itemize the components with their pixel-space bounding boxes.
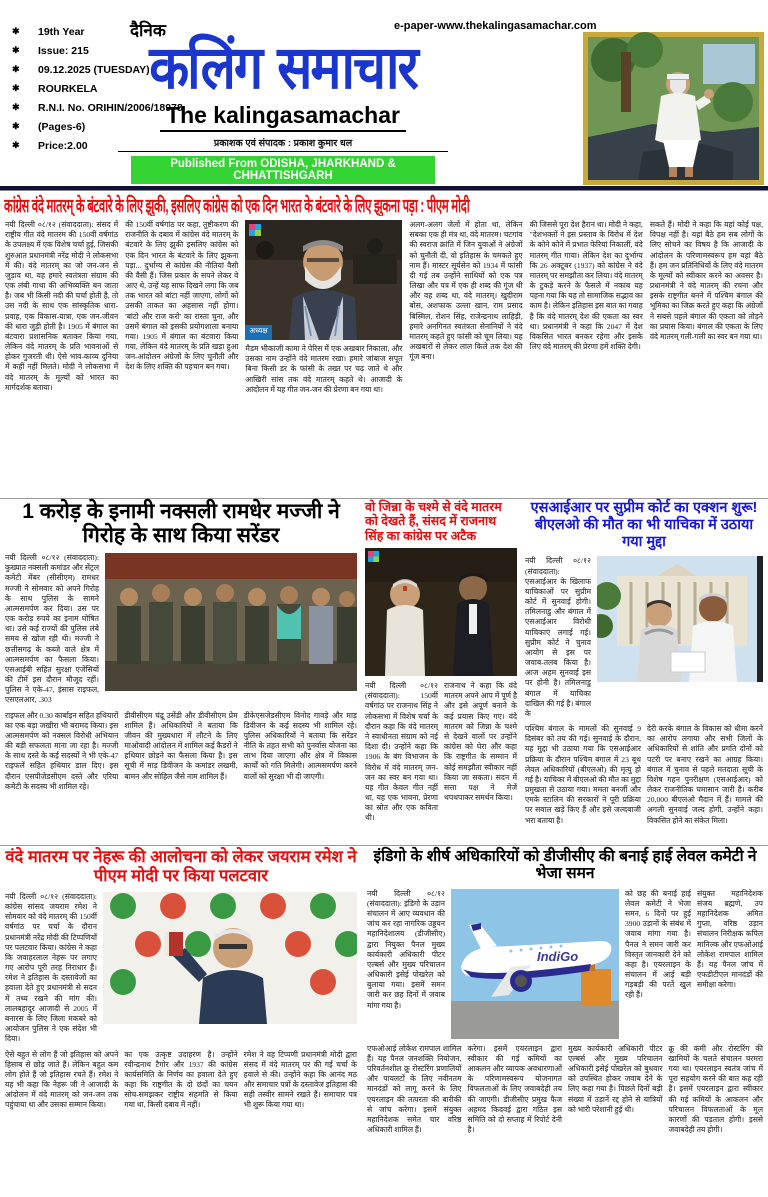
mamata-stalin-photo — [597, 556, 763, 682]
flower-bullet-icon: ✱ — [12, 64, 20, 74]
sir-col-2: पश्चिम बंगाल के मामलों की सुनवाई 9 दिसंबर को तय की गई। सुनवाई के दौरान, यह मुद्दा भी उठाया गया कि एसआईआर प्रक्रिया के दौरान पश्चिम बंगाल में 23 बूथ लेवल अधिकारियों (बीएलओ) की मृत्यु हो गई है। याचिका में बीएलओ की मौत का मुद्दा प्रमुखता से उठाया गया। ममता बनर्जी और एमके स्टालिन की सरकारों ने पूरी प्रक्रिया पर सवाल खड़े किए हैं और इसे जल्दबाजी भरा बताया है। — [525, 724, 641, 825]
rajnath-col-1: नयी दिल्ली ०८/१२ (संवाददाता): 150वीं वर्षगांठ पर राजनाथ सिंह ने लोकसभा में विशेष चर्चा के दौरान कहा कि वंदे मातरम् ने स्वाधीनता संग्राम को नई दिशा दी। उन्होंने कहा कि 1906 के बंग विभाजन के विरोध में वंदे मातरम् जन-जन का स्वर बन गया था। यह गीत केवल गीत नहीं था, यह एक भावना, प्रेरणा का स्रोत और एक कविता थी। — [365, 681, 438, 823]
jairam-article — [5, 848, 357, 1192]
paper-title-hindi: कलिंग समाचार — [149, 34, 417, 104]
sir-col-left: नयी दिल्ली ०८/१२ (संवाददाता): एसआईआर के खिलाफ याचिकाओं पर सुप्रीम कोर्ट में सुनवाई होगी। तमिलनाडु और बंगाल में एसआईआर विरोधी याचिकाएं लगाई गई। सुप्रीम कोर्ट ने चुनाव आयोग से इस पर जवाब-तलब किया है। आज अहम सुनवाई इस पर होनी है। तमिलनाडु बंगाल में याचिका दाखिल की गई है। बंगाल के — [525, 556, 591, 718]
price: Price:2.00 — [38, 140, 88, 152]
indigo-col-b2: करेगा। इसमें एयरलाइन द्वारा स्वीकार की गई कमियों का आकलन और व्यापक अवधारणाओं के परिणामस्वरूप योजनागत विफलताओं के लिए जवाबदेही तय की जाएगी। डीजीसीए प्रमुख फैज अहमद किदवई द्वारा गठित इस समिति को दो सप्ताह में रिपोर्ट देनी है। — [467, 1043, 562, 1135]
section-divider — [0, 845, 768, 846]
indigo-col-r1: को छह की बनाई हाई लेवल कमेटी ने भेजा समन, 6 दिनों पर हुई 3900 उड़ानों के संबंध में जवाब मांगा गया है। पैनल ने समन जारी कर विस्तृत जानकारी देने को कहा है। एयरलाइन के संचालन में आई बड़ी गड़बड़ी की परतें खुल रही हैं। — [625, 888, 691, 1000]
dainik-label: दैनिक — [130, 21, 166, 40]
flower-bullet-icon: ✱ — [12, 83, 20, 93]
issue-year: 19th Year — [38, 26, 85, 38]
modi-loksabha-illustration — [245, 220, 402, 340]
rni-number: R.N.I. No. ORIHIN/2006/18978 — [38, 102, 183, 114]
sai-baba-photo — [583, 32, 764, 185]
naxal-col-left: नयी दिल्ली ०८/१२ (संवाददाता): कुख्यात नक्सली कमांडर और सेंट्रल कमेटी मेंबर (सीसीएम) रामधर मज्जी ने सोमवार को अपने गिरोह के साथ पुलिस के सामने आत्मसमर्पण कर दिया। उस पर एक करोड़ रुपये का इनाम घोषित था। उसे कई राज्यों की पुलिस लंबे समय से खोज रही थी। मज्जी ने छत्तीसगढ़ के कब्जे वाले क्षेत्र में आत्मसमर्पण का फैसला किया। एसआईबी सहित सुरक्षा एजेंसियों की टीमें इस दौरान मौजूद रहीं। पुलिस ने एके-47, इंसास राइफल, एसएलआर, .303 — [5, 553, 99, 705]
indigo-logo-text: IndiGo — [537, 948, 579, 964]
masthead-divider — [0, 186, 768, 191]
indigo-col-r2: संयुक्त महानिदेशक संजय ब्रह्मणे, उप महानिदेशक अमित गुप्ता, वरिष्ठ उड़ान संचालन निरीक्षक कपिल मानिल्क और एफओआई लोकेश रामपाल शामिल हैं। यह पैनल जांच में एफडीटीएल मानदंडों की समीक्षा करेगा। — [697, 888, 763, 990]
lead-article — [5, 220, 763, 498]
issue-date: 09.12.2025 (TUESDAY) — [38, 64, 150, 76]
naxal-headline: 1 करोड़ के इनामी नक्सली रामधेर मज्जी ने गिरोह के साथ किया सरेंडर — [22, 500, 340, 547]
rajnath-headline: वो जिन्ना के चश्मे से वंदे मातरम को देखते हैं, संसद में राजनाथ सिंह का कांग्रेस पर अटैक — [365, 500, 502, 543]
flower-bullet-icon: ✱ — [12, 121, 20, 131]
issue-city: ROURKELA — [38, 83, 98, 95]
rajnath-parliament-illustration — [365, 548, 517, 676]
rajnath-col-2: राजनाथ ने कहा कि वंदे मातरम अपने आप में पूर्ण है और इसे अपूर्ण बनाने के कई प्रयास किए गए। वंदे मातरम को जिन्ना के चश्मे से देखने वालों पर उन्होंने कांग्रेस को घेरा और कहा कि राष्ट्रगीत के सम्मान में कोई समझौता स्वीकार नहीं किया जा सकता। सदन में सत्ता पक्ष ने मेजें थपथपाकर समर्थन किया। — [444, 681, 517, 803]
jairam-col-left: नयी दिल्ली ०८/१२ (संवाददाता): कांग्रेस सांसद जयराम रमेश ने सोमवार को वंदे मातरम् की 150वीं वर्षगांठ पर चर्चा के दौरान प्रधानमंत्री नरेंद्र मोदी की टिप्पणियों पर पलटवार किया। कांग्रेस ने कहा कि जवाहरलाल नेहरू पर लगाए गए आरोप पूरी तरह निराधार हैं। रमेश ने इतिहास के दस्तावेजों का हवाला देते हुए प्रधानमंत्री से सदन में तथ्य रखने की मांग की। लालबहादुर आजादी से 2005 में बनारस के लिए जिला मकबरे को आयोजन पुलिस ने एक संदेश भी दिया। — [5, 891, 97, 1044]
indigo-col-b4: क्रू की कमी और रोस्टरिंग की खामियों के चलते संचालन चरमरा गया था। एयरलाइन स्वतंत्र जांच में पूरा सहयोग करने की बात कह रही है। इसमें एयरलाइन द्वारा स्वीकार की गई कमियों के आकलन और परिचालन विफलताओं के मूल कारणों की पड़ताल होगी। इससे जवाबदेही तय होगी। — [668, 1043, 763, 1135]
lead-col-1: नयी दिल्ली ०८/१२ (संवाददाता): संसद में राष्ट्रीय गीत वंदे मातरम की 150वीं वर्षगांठ के उपलक्ष्य में एक विशेष चर्चा हुई, जिसकी शुरुआत प्रधानमंत्री नरेंद्र मोदी ने लोकसभा में की। वंदे मातरम् का जो जन-जन से जुड़ाव था, यह हमारे स्वतंत्रता संग्राम की एक लंबी गाथा की अभिव्यक्ति बन जाता है। जब भी किसी नदी की चर्चा होती है, तो उस नदी के साथ एक सांस्कृतिक धारा-प्रवाह, एक विकास-यात्रा, एक जन-जीवन की धारा जुड़ी होती है। 1905 में बंगाल का बंटवारा प्रशासनिक बताकर किया गया, लेकिन वंदे मातरम् के प्रति भावनाओं से होकर गुजरती थी। ऐसे भाव-काव्य दुनिया में कहीं नहीं मिलते। मोदी ने लोकसभा में वंदे मातरम् के मूल्यों को भारत का मार्गदर्शक बताया। — [5, 220, 119, 392]
flower-bullet-icon: ✱ — [12, 26, 20, 36]
middle-band — [5, 500, 763, 842]
naxal-col-2: राइफल और 0.30 कार्बाइन सहित हथियारों का एक बड़ा जखीरा भी बरामद किया। इस आत्मसमर्पण को नक्सल विरोधी अभियान की बड़ी सफलता माना जा रहा है। मज्जी के साथ दस्ते के कई सदस्यों ने भी एके-47 राइफलें सहित हथियार डाल दिए। इस दौरान एसपीजेडसीएम दस्ते और एरिया कमेटी के सदस्य भी शामिल रहे। — [5, 710, 119, 791]
lead-col-2: की 150वीं वर्षगांठ पर कहा, तुष्टीकरण की राजनीति के दबाव में कांग्रेस वंदे मातरम् के बंटवारे के लिए झुकी इसलिए कांग्रेस को एक दिन भारत के बंटवारे के लिए झुकना पड़ा... दुर्भाग्य से कांग्रेस की नीतियां वैसी की वैसी हैं। जिस प्रकार के सपने लेकर वे आए थे, उन्हें यह साफ दिखने लगा कि जब तक भारत को बांटा नहीं जाएगा, लोगों को उसकी ताकत का अहसास नहीं होगा। 'बांटो और राज करो' का रास्ता चुना, और उसमें बंगाल को इसकी प्रयोगशाला बनाया गया। 1905 में बंगाल का बंटवारा किया गया, लेकिन वंदे मातरम् के प्रति खड़ा हुआ जन-आंदोलन अंग्रेजों के लिए चुनौती और देश के लिए शक्ति की पहचान बन गया। — [125, 220, 239, 372]
issue-number: Issue: 215 — [38, 45, 89, 57]
jairam-col-3: का एक उत्कृष्ट उदाहरण है। उन्होंने रवीन्द्रनाथ टैगोर और 1937 की कांग्रेस कार्यसमिति के निर्णय का हवाला देते हुए कहा कि राष्ट्रगीत के दो छंदों का चयन सोच-समझकर राष्ट्रीय सहमति से किया गया था, किसी दबाव में नहीं। — [124, 1049, 238, 1110]
indigo-plane-illustration — [451, 889, 619, 1039]
pages-count: (Pages-6) — [38, 121, 86, 133]
naxal-col-3: डीवीसीएम चंद्रू उसेंडी और डीवीसीएम प्रेम शामिल हैं। अधिकारियों ने बताया कि जीवन की मुख्यधारा में लौटने के लिए माओवादी आंदोलन में शामिल कई कैडरों ने हथियार छोड़ने का फैसला किया है। इस सूची में माड़ डिवीजन के कमांडर लखमी, बामन और सोहिल जैसे नाम शामिल हैं। — [124, 710, 238, 781]
lead-headline — [4, 192, 768, 216]
jairam-ramesh-illustration — [103, 892, 357, 1024]
lead-col-3: मैडम भीकाजी कामा ने पेरिस में एक अखबार निकाला, और उसका नाम उन्होंने वंदे मातरम रखा। हमारे जांबाज सपूत बिना किसी डर के फांसी के तख्त पर चढ़ जाते थे और आखिरी सांस तक वंदे मातरम् कहते थे। आजादी के आंदोलन में यह गीत जन-जन की प्रेरणा बन गया था। — [245, 344, 403, 394]
lead-col-4: अलग-अलग जेलों में होता था, लेकिन सबका एक ही मंत्र था, वंदे मातरम। चटगांव की स्वराज क्रांति में जिन युवाओं ने अंग्रेजों को चुनौती दी, वो इतिहास के चमकते हुए नाम हैं। मास्टर सूर्यसेन को 1934 में फांसी दी गई तब उन्होंने साथियों को एक पत्र लिखा और पत्र में एक ही शब्द की गूंज थी और वह शब्द था, वंदे मातरम्। खुदीराम बोस, अशफाक उल्ला खान, राम प्रसाद बिस्मिल, रोशन सिंह, राजेन्द्रनाथ लाहिड़ी, हमारे अनगिनत स्वतंत्रता सेनानियों ने वंदे मातरम् कहते हुए फांसी को चूम लिया। यह अखबारों से लेकर लाल किले तक देश की गूंज बना। — [409, 220, 523, 362]
bottom-band — [5, 848, 763, 1192]
publisher-line: प्रकाशक एवं संपादक : प्रकाश कुमार धल — [118, 135, 448, 152]
section-divider — [0, 498, 768, 499]
rajnath-article — [365, 500, 517, 842]
lead-photo-caption: अध्यक्ष — [245, 325, 271, 340]
indigo-headline: इंडिगो के शीर्ष अधिकारियों को डीजीसीए की बनाई हाई लेवल कमेटी ने भेजा समन — [373, 848, 757, 883]
lead-col-5: की जिससे पूरा देश हैरान था। मोदी ने कहा, "देशभक्तों ने इस प्रस्ताव के विरोध में देश के कोने कोने में प्रभात फेरियां निकालीं, वंदे मातरम् गीत गाया। लेकिन देश का दुर्भाग्य कि 26 अक्टूबर (1937) को कांग्रेस ने वंदे मातरम् पर समझौता कर लिया। वंदे मातरम् के टुकड़े करने के फैसले में नकाब यह पहना गया कि यह तो सामाजिक सद्भाव का काम है। लेकिन इतिहास इस बात का गवाह है कि वंदे मातरम् देश की एकता का स्वर था। प्रधानमंत्री ने कहा कि 2047 में देश विकसित भारत बनकर रहेगा और इसके लिए वंदे मातरम् की प्रेरणा हमें शक्ति देगी। — [529, 220, 643, 352]
naxal-surrender-illustration — [105, 553, 357, 691]
jairam-ramesh-photo — [103, 892, 357, 1024]
naxal-surrender-photo — [105, 553, 357, 691]
indigo-col-b1: एफओआई लोकेश रामपाल शामिल हैं। यह पैनल जनशक्ति नियोजन, परिवर्तनशील क्रू रोस्टरिंग प्रणालियों और पायलटों के लिए नवीनतम मानदंडों को लागू करने के लिए एयरलाइन की तत्परता की बारीकी से जांच करेगा। इसमें संयुक्त महानिदेशक समेत चार वरिष्ठ अधिकारी शामिल हैं। — [367, 1043, 462, 1135]
sai-baba-illustration — [583, 32, 764, 185]
lead-headline-text: कांग्रेस वंदे मातरम् के बंटवारे के लिए झुकी, इसलिए कांग्रेस को एक दिन भारत के बंटवारे के लिए झुकना पड़ा : पीएम मोदी — [4, 196, 470, 216]
indigo-plane-photo — [451, 889, 619, 1039]
sir-article — [525, 500, 763, 842]
paper-title-english: The kalingasamachar — [160, 102, 406, 132]
indigo-col-b3: मुख्य कार्यकारी अधिकारी पीटर एल्बर्स और मुख्य परिचालन अधिकारी इसेई पोखरेल को बुधवार को उपस्थित होकर जवाब देने के लिए कहा गया है। पिछले दिनों बड़ी संख्या में उड़ानें रद्द होने से यात्रियों को भारी परेशानी हुई थी। — [568, 1043, 663, 1114]
jairam-headline: वंदे मातरम पर नेहरू की आलोचना को लेकर जयराम रमेश ने पीएम मोदी पर किया पलटवार — [5, 848, 357, 885]
flower-bullet-icon: ✱ — [12, 140, 20, 150]
indigo-article — [367, 848, 763, 1192]
sir-col-3: देरी करके बंगाल के विकास को धीमा करने का आरोप लगाया और सभी जिलों के अधिकारियों से शांति और प्रगति दोनों को पटरी पर बनाए रखने का आग्रह किया। बंगाल में चुनाव से पहले मतदाता सूची के विशेष गहन पुनरीक्षण (एसआईआर) को लेकर राजनीतिक घमासान जारी है। करीब 20,000 बीएलओ मैदान में हैं। मामले की अगली सुनवाई जल्द होगी, उन्होंने कहा। विकसित होने का संकेत मिला। — [647, 724, 763, 825]
jairam-col-4: रमेश ने वह टिप्पणी प्रधानमंत्री मोदी द्वारा संसद में वंदे मातरम् पर की गई चर्चा के हवाले से की। उन्होंने कहा कि आनंद मठ और समाचार पत्रों के दस्तावेज इतिहास की सही तस्वीर सामने रखते हैं। समाचार पत्र भी शुरू किया गया था। — [243, 1049, 357, 1110]
masthead — [118, 18, 448, 184]
modi-loksabha-photo — [245, 220, 402, 340]
epaper-url: e-paper-www.thekalingasamachar.com — [394, 20, 597, 32]
rajnath-parliament-photo — [365, 548, 517, 676]
sir-headline: एसआईआर पर सुप्रीम कोर्ट का एक्शन शुरू! बीएलओ की मौत का भी याचिका में उठाया गया मुद्दा — [530, 500, 758, 551]
jairam-col-2: ऐसे बहुत से लोग हैं जो इतिहास को अपने हिसाब से छोड़ जाते हैं। लेकिन बहुत कम लोग होते हैं जो इतिहास रचते हैं। रमेश ने यह भी कहा कि नेहरू जी ने आजादी के आंदोलन में वंदे मातरम् को जन-जन तक पहुंचाया था और उसका सम्मान किया। — [5, 1049, 119, 1110]
naxal-article — [5, 500, 357, 842]
flower-bullet-icon: ✱ — [12, 45, 20, 55]
published-from-banner: Published From ODISHA, JHARKHAND & CHHATTISHGARH — [131, 156, 435, 184]
mamata-stalin-illustration — [597, 556, 757, 682]
lead-photo-column — [245, 220, 402, 498]
naxal-col-4: डीकेएसजेडसीएम विनोद गावड़े और माड़ डिवीजन के कई सदस्य भी शामिल रहे। पुलिस अधिकारियों ने बताया कि सरेंडर नीति के तहत सभी को पुनर्वास योजना का लाभ दिया जाएगा और क्षेत्र में विकास कार्यों को गति मिलेगी। आत्मसमर्पण करने वालों को सुरक्षा भी दी जाएगी। — [243, 710, 357, 781]
flower-bullet-icon: ✱ — [12, 102, 20, 112]
lead-col-6: सकते हैं। मोदी ने कहा कि यहां कोई पक्ष, विपक्ष नहीं है। यहां बैठे हम सब लोगों के लिए सोचने का विषय है कि आजादी के आंदोलन के परिणामस्वरूप हम यहां बैठे हैं। हम जन प्रतिनिधियों के लिए वंदे मातरम के मूल्यों को स्वीकार करने का अवसर है। प्रधानमंत्री ने वंदे मातरम् की रचना और इसके राष्ट्रगीत बनने में पश्चिम बंगाल की भूमिका का जिक्र करते हुए कहा कि अंग्रेजों ने सबसे पहले बंगाल की एकता को तोड़ने का प्रयास किया। बंगाल की एकता के लिए वंदे मातरम् गली-गली का स्वर बन गया था। — [649, 220, 764, 341]
indigo-col-left: नयी दिल्ली ०८/१२ (संवाददाता): इंडिगो के उड़ान संचालन में आए व्यवधान की जांच कर रहा नागरिक उड्डयन महानिदेशालय (डीजीसीए) द्वारा नियुक्त पैनल मुख्य कार्यकारी अधिकारी पीटर एल्बर्स और मुख्य परिचालन अधिकारी इसेई पोखरेल को बुलाया गया। इसमें समन जारी कर छह दिनों में जवाब मांगा गया है। — [367, 888, 445, 1010]
